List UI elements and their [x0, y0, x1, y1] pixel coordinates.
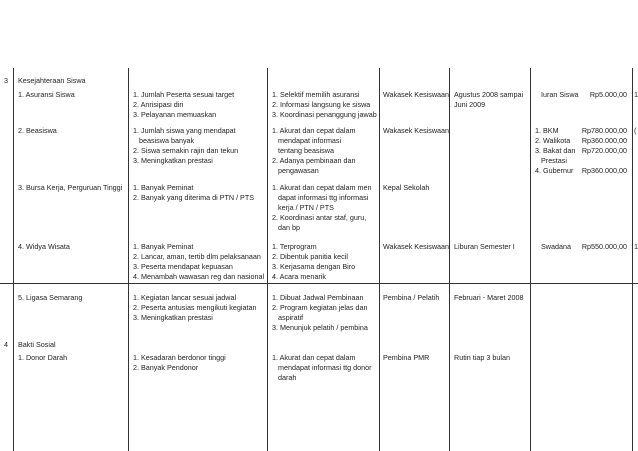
indicator-line: 2. Anrisipasi diri: [133, 100, 184, 109]
column-divider: [128, 68, 129, 451]
column-divider: [13, 68, 14, 451]
strategy-line: 2. Dibentuk panitia kecil: [272, 252, 348, 261]
strategy-line: 3. Menunjuk pelatih / pembina: [272, 323, 368, 332]
person-in-charge: Wakasek Kesiswaan: [383, 242, 450, 251]
funding-amount: Rp550.000,00: [581, 242, 627, 251]
strategy-line: 1. Akurat dan cepat dalam: [272, 126, 356, 135]
indicator-line: 2. Peserta antusias mengikuti kegiatan: [133, 303, 257, 312]
indicator-line: 2. Banyak Pendonor: [133, 363, 199, 372]
strategy-line: 3. Kerjasama dengan Biro: [272, 262, 356, 271]
item-name: 3. Bursa Kerja, Perguruan Tinggi: [18, 183, 123, 192]
strategy-line: mendapat informasi: [278, 136, 342, 145]
strategy-line: 1. Terprogram: [272, 242, 317, 251]
indicator-line: 1. Jumlah siswa yang mendapat: [133, 126, 236, 135]
strategy-line: 2. Adanya pembinaan dan: [272, 156, 356, 165]
column-divider: [530, 68, 531, 451]
funding-amount: Rp360.000,00: [581, 166, 627, 175]
cut-off-text: (: [634, 126, 637, 135]
strategy-line: 1. Dibuat Jadwal Pembinaan: [272, 293, 364, 302]
funding-source: Iuran Siswa: [541, 90, 579, 99]
section-title: Kesejahteraan Siswa: [18, 76, 86, 85]
strategy-line: dapat informasi ttg informasi: [278, 193, 369, 202]
person-in-charge: Pembina PMR: [383, 353, 430, 362]
strategy-line: mendapat informasi ttg donor: [278, 363, 372, 372]
indicator-line: 3. Meningkatkan prestasi: [133, 313, 213, 322]
indicator-line: 1. Jumlah Peserta sesuai target: [133, 90, 235, 99]
strategy-line: 2. Koordinasi antar staf, guru,: [272, 213, 367, 222]
section-number: 4: [4, 340, 8, 349]
indicator-line: 1. Banyak Peminat: [133, 242, 194, 251]
funding-source: 1. BKM: [535, 126, 559, 135]
strategy-line: 2. Program kegiatan jelas dan: [272, 303, 368, 312]
cut-off-text: 1: [634, 90, 638, 99]
strategy-line: 1. Selektif memilih asuransi: [272, 90, 360, 99]
column-divider: [632, 68, 633, 451]
indicator-line: 1. Kegiatan lancar sesuai jadwal: [133, 293, 237, 302]
person-in-charge: Wakasek Kesiswaan: [383, 90, 450, 99]
schedule-line: Februari - Maret 2008: [454, 293, 524, 302]
indicator-line: 1. Banyak Peminat: [133, 183, 194, 192]
item-name: 5. Ligasa Semarang: [18, 293, 83, 302]
schedule-line: Juni 2009: [454, 100, 486, 109]
section-title: Bakti Sosial: [18, 340, 56, 349]
funding-source: Prestasi: [541, 156, 567, 165]
strategy-line: 2. Informasi langsung ke siswa: [272, 100, 371, 109]
column-divider: [379, 68, 380, 451]
strategy-line: tentang beasiswa: [278, 146, 334, 155]
strategy-line: dan bp: [278, 223, 300, 232]
schedule-line: Liburan Semester I: [454, 242, 515, 251]
funding-amount: Rp360.000,00: [581, 136, 627, 145]
column-divider: [267, 68, 268, 451]
indicator-line: 2. Lancar, aman, tertib dlm pelaksanaan: [133, 252, 261, 261]
funding-amount: Rp720.000,00: [581, 146, 627, 155]
indicator-line: 3. Pelayanan memuaskan: [133, 110, 217, 119]
person-in-charge: Kepal Sekolah: [383, 183, 430, 192]
strategy-line: 3. Koordinasi penanggung jawab: [272, 110, 377, 119]
schedule-line: Rutin tiap 3 bulan: [454, 353, 510, 362]
indicator-line: 3. Meningkatkan prestasi: [133, 156, 213, 165]
cut-off-text: 1: [634, 242, 638, 251]
funding-amount: Rp780.000,00: [581, 126, 627, 135]
person-in-charge: Pembina / Pelatih: [383, 293, 440, 302]
strategy-line: aspiratif: [278, 313, 304, 322]
indicator-line: 4. Menambah wawasan reg dan nasional: [133, 272, 265, 281]
strategy-line: 1. Akurat dan cepat dalam men: [272, 183, 372, 192]
indicator-line: beasiswa banyak: [139, 136, 195, 145]
section-number: 3: [4, 76, 8, 85]
schedule-line: Agustus 2008 sampai: [454, 90, 524, 99]
funding-source: 3. Bakat dan: [535, 146, 576, 155]
indicator-line: 1. Kesadaran berdonor tinggi: [133, 353, 226, 362]
column-divider: [449, 68, 450, 451]
item-name: 4. Widya Wisata: [18, 242, 70, 251]
strategy-line: darah: [278, 373, 297, 382]
strategy-line: 1. Akurat dan cepat dalam: [272, 353, 356, 362]
indicator-line: 3. Peserta mendapat kepuasan: [133, 262, 233, 271]
funding-source: Swadana: [541, 242, 571, 251]
funding-source: 2. Walikota: [535, 136, 571, 145]
row-divider: [0, 283, 638, 284]
funding-amount: Rp5.000,00: [589, 90, 627, 99]
person-in-charge: Wakasek Kesiswaan: [383, 126, 450, 135]
indicator-line: 2. Siswa semakin rajin dan tekun: [133, 146, 239, 155]
strategy-line: kerja / PTN / PTS: [278, 203, 334, 212]
item-name: 2. Beasiswa: [18, 126, 57, 135]
indicator-line: 2. Banyak yang diterima di PTN / PTS: [133, 193, 255, 202]
strategy-line: 4. Acara menarik: [272, 272, 326, 281]
funding-source: 4. Gubernur: [535, 166, 574, 175]
item-name: 1. Donor Darah: [18, 353, 68, 362]
item-name: 1. Asuransi Siswa: [18, 90, 75, 99]
strategy-line: pengawasan: [278, 166, 319, 175]
